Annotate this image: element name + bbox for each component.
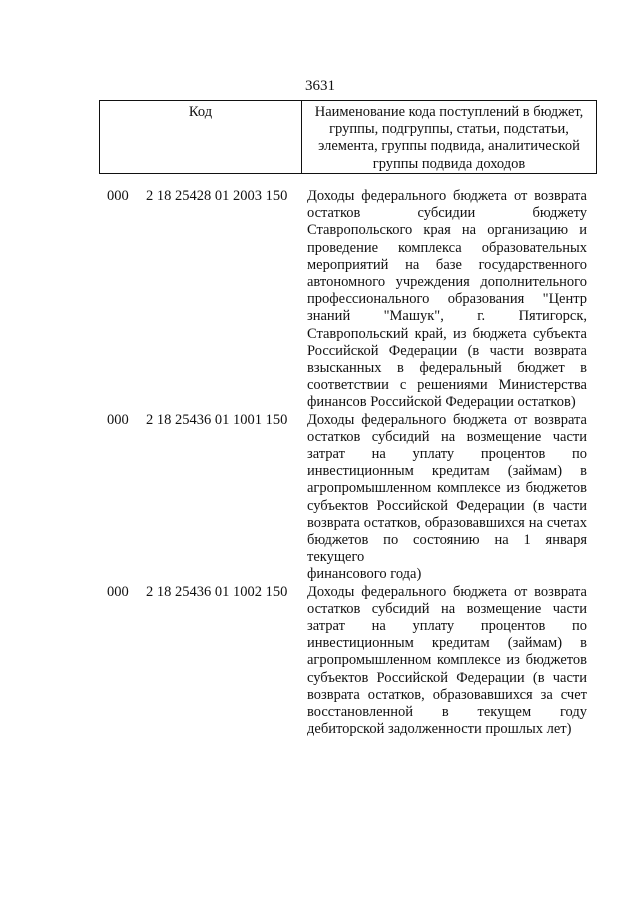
description-line: остатков субсидии бюджету: [307, 205, 587, 222]
income-description: [307, 188, 587, 412]
income-description: [307, 584, 587, 739]
description-line: проведение комплекса образовательных: [307, 239, 587, 256]
description-line: остатков субсидий на возмещение части: [307, 428, 587, 445]
description-line: агропромышленном комплексе из бюджетов: [307, 480, 587, 497]
table-row: [0, 412, 640, 584]
description-line: возврата остатков, образовавшихся за счет: [307, 686, 587, 703]
description-line: возврата остатков, образовавшихся на счетах: [307, 514, 587, 531]
description-line: бюджетов по состоянию на 1 января текущего: [307, 532, 587, 566]
page-number: 3631: [305, 78, 335, 94]
description-line: автономного учреждения дополнительного: [307, 274, 587, 291]
income-code: 2 18 25428 01 2003 150: [146, 188, 288, 204]
description-line: Ставропольский край, из бюджета субъекта: [307, 325, 587, 342]
description-line: финансов Российской Федерации остатков): [307, 394, 576, 411]
description-line: субъектов Российской Федерации (в части: [307, 497, 587, 514]
admin-code: 000: [107, 583, 129, 600]
header-name-line: Наименование кода поступлений в бюджет,: [314, 104, 584, 120]
description-line: затрат на уплату процентов по: [307, 446, 587, 463]
description-line: восстановленной в текущем году: [307, 704, 587, 721]
description-line: субъектов Российской Федерации (в части: [307, 669, 587, 686]
table-body: [0, 188, 640, 739]
description-line: Ставропольского края на организацию и: [307, 222, 587, 239]
description-line: дебиторской задолженности прошлых лет): [307, 721, 572, 738]
description-line: финансового года): [307, 566, 422, 583]
header-name-cell: [302, 101, 596, 173]
table-row: [0, 188, 640, 412]
income-code: 2 18 25436 01 1002 150: [146, 583, 288, 600]
table-row: [0, 584, 640, 739]
admin-code: 000: [107, 411, 129, 428]
description-line: инвестиционным кредитам (займам) в: [307, 635, 587, 652]
table-header: [99, 100, 597, 174]
header-name-line: группы, подгруппы, статьи, подстатьи,: [329, 121, 569, 138]
income-code: 2 18 25436 01 1001 150: [146, 411, 288, 428]
description-line: Доходы федерального бюджета от возврата: [307, 583, 587, 600]
header-name-line: группы подвида доходов: [372, 155, 526, 172]
description-line: инвестиционным кредитам (займам) в: [307, 463, 587, 480]
admin-code: 000: [107, 188, 129, 204]
description-line: затрат на уплату процентов по: [307, 618, 587, 635]
header-code-cell: Код: [100, 101, 302, 173]
description-line: Доходы федерального бюджета от возврата: [307, 411, 587, 428]
description-line: знаний "Машук", г. Пятигорск,: [307, 308, 587, 325]
description-line: остатков субсидий на возмещение части: [307, 600, 587, 617]
description-line: взысканных в федеральный бюджет в: [307, 360, 587, 377]
income-description: [307, 412, 587, 584]
header-name-line: элемента, группы подвида, аналитической: [318, 138, 580, 155]
description-line: соответствии с решениями Министерства: [307, 377, 587, 394]
description-line: Российской Федерации (в части возврата: [307, 342, 587, 359]
description-line: мероприятий на базе государственного: [307, 256, 587, 273]
description-line: Доходы федерального бюджета от возврата: [307, 188, 587, 204]
description-line: профессионального образования "Центр: [307, 291, 587, 308]
description-line: агропромышленном комплексе из бюджетов: [307, 652, 587, 669]
